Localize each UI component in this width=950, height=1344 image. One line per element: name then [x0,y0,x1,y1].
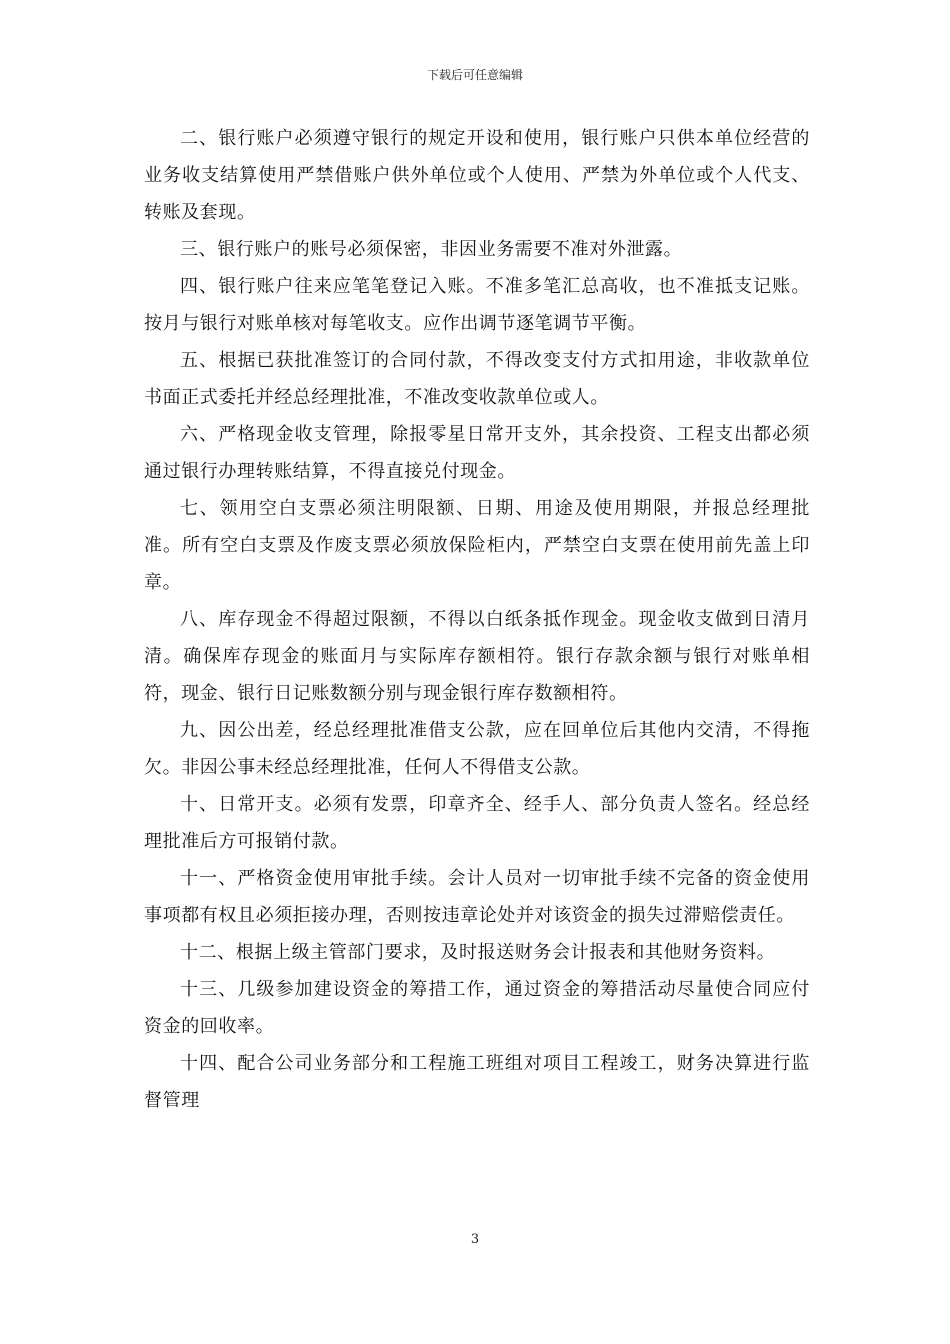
paragraph-10: 十、日常开支。必须有发票，印章齐全、经手人、部分负责人签名。经总经理批准后方可报销付款。 [144,794,810,852]
paragraph-6: 六、严格现金收支管理，除报零星日常开支外，其余投资、工程支出都必须通过银行办理转账结算，不得直接兑付现金。 [144,424,810,482]
paragraph-9: 九、因公出差，经总经理批准借支公款，应在回单位后其他内交清，不得拖欠。非因公事未经总经理批准，任何人不得借支公款。 [144,720,810,778]
paragraph-14: 十四、配合公司业务部分和工程施工班组对项目工程竣工，财务决算进行监督管理 [144,1053,810,1111]
page-number: 3 [470,1232,480,1247]
paragraph-3: 三、银行账户的账号必须保密，非因业务需要不准对外泄露。 [180,239,683,260]
paragraph-11: 十一、严格资金使用审批手续。会计人员对一切审批手续不完备的资金使用事项都有权且必须拒接办理，否则按违章论处并对该资金的损失过滞赔偿责任。 [144,868,810,926]
paragraph-5: 五、根据已获批准签订的合同付款，不得改变支付方式扣用途，非收款单位书面正式委托并经总经理批准，不准改变收款单位或人。 [144,350,810,408]
paragraph-8: 八、库存现金不得超过限额，不得以白纸条抵作现金。现金收支做到日清月清。确保库存现金的账面月与实际库存额相符。银行存款余额与银行对账单相符，现金、银行日记账数额分别与现金银行库存数额相符。 [144,609,810,704]
paragraph-4: 四、银行账户往来应笔笔登记入账。不准多笔汇总高收，也不准抵支记账。按月与银行对账单核对每笔收支。应作出调节逐笔调节平衡。 [144,276,810,334]
paragraph-12: 十二、根据上级主管部门要求，及时报送财务会计报表和其他财务资料。 [180,942,776,963]
paragraph-7: 七、领用空白支票必须注明限额、日期、用途及使用期限，并报总经理批准。所有空白支票及作废支票必须放保险柜内，严禁空白支票在使用前先盖上印章。 [144,498,810,593]
paragraph-13: 十三、几级参加建设资金的筹措工作，通过资金的筹措活动尽量使合同应付资金的回收率。 [144,979,810,1037]
document-body [144,120,810,1119]
paragraph-2: 二、银行账户必须遵守银行的规定开设和使用，银行账户只供本单位经营的业务收支结算使用严禁借账户供外单位或个人使用、严禁为外单位或个人代支、转账及套现。 [144,128,810,223]
page-header: 下载后可任意编辑 [426,68,523,82]
